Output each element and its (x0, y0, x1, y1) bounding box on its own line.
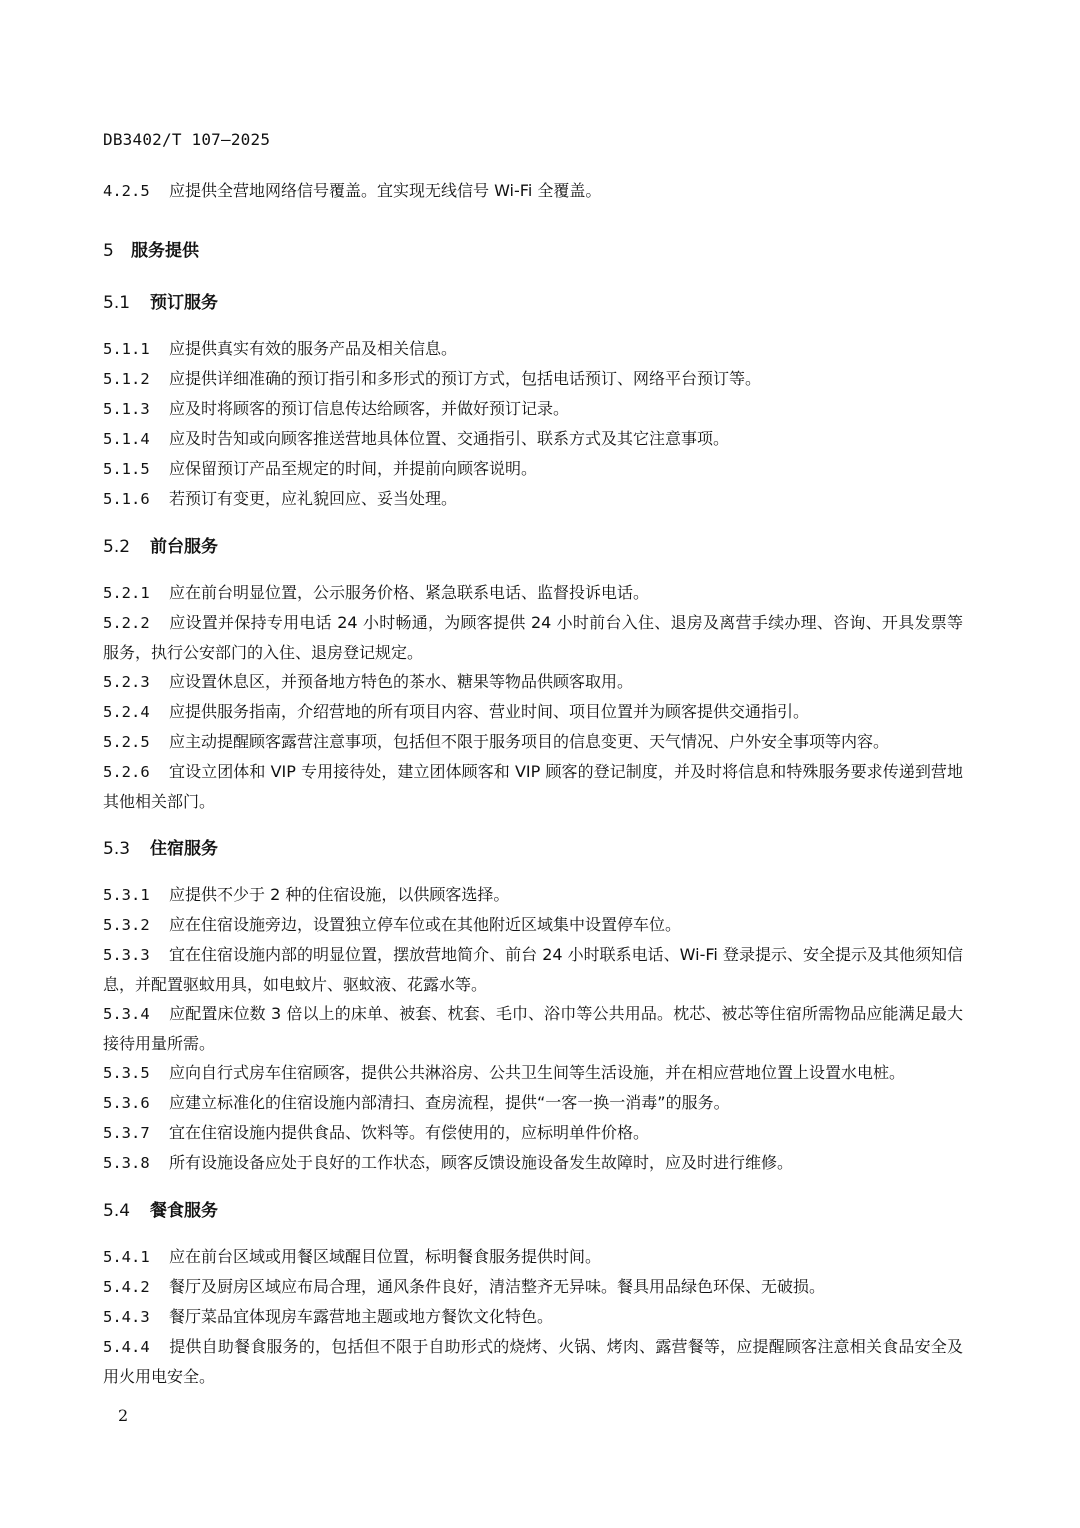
clause-text: 提供自助餐食服务的，包括但不限于自助形式的烧烤、火锅、烤肉、露营餐等，应提醒顾客注意相关食品安全及用火用电安全。 (103, 1337, 963, 1386)
clause-text: 应提供服务指南，介绍营地的所有项目内容、营业时间、项目位置并为顾客提供交通指引。 (169, 702, 810, 721)
clause-number: 5.4.4 (103, 1338, 150, 1356)
chapter-title (103, 238, 963, 264)
clause-5-1-4 (103, 424, 963, 454)
clause-5-4-1 (103, 1242, 963, 1272)
clause-4-2-5 (103, 176, 963, 206)
clause-text: 应在住宿设施旁边，设置独立停车位或在其他附近区域集中设置停车位。 (169, 915, 682, 934)
clause-text: 若预订有变更，应礼貌回应、妥当处理。 (169, 489, 458, 508)
clause-number: 5.3.6 (103, 1094, 150, 1112)
clause-5-2-3 (103, 667, 963, 697)
clause-number: 5.4.2 (103, 1278, 150, 1296)
clause-text: 应设置并保持专用电话 24 小时畅通，为顾客提供 24 小时前台入住、退房及离营手续办理、咨询、开具发票等服务，执行公安部门的入住、退房登记规定。 (103, 613, 963, 662)
clause-text: 应提供详细准确的预订指引和多形式的预订方式，包括电话预订、网络平台预订等。 (169, 369, 762, 388)
clause-5-1-3 (103, 394, 963, 424)
document-code: DB3402/T 107—2025 (103, 130, 271, 149)
clause-5-2-6 (103, 757, 963, 816)
clause-text: 应及时将顾客的预订信息传达给顾客，并做好预订记录。 (169, 399, 570, 418)
clause-text: 应在前台明显位置，公示服务价格、紧急联系电话、监督投诉电话。 (169, 583, 650, 602)
clause-text: 餐厅及厨房区域应布局合理，通风条件良好，清洁整齐无异味。餐具用品绿色环保、无破损。 (169, 1277, 826, 1296)
clause-number: 5.3.7 (103, 1124, 150, 1142)
section-title-5-4 (103, 1198, 963, 1224)
clause-number: 5.1.1 (103, 340, 150, 358)
section-title-text: 预订服务 (150, 293, 218, 313)
section-number: 5.3 (103, 839, 131, 859)
clause-5-3-8 (103, 1148, 963, 1178)
clause-number: 4.2.5 (103, 182, 150, 200)
document-body (103, 176, 963, 1391)
clause-5-1-1 (103, 334, 963, 364)
clause-number: 5.1.3 (103, 400, 150, 418)
section-title-text: 前台服务 (150, 537, 218, 557)
clause-5-2-5 (103, 727, 963, 757)
clause-5-3-2 (103, 910, 963, 940)
clause-text: 应提供不少于 2 种的住宿设施，以供顾客选择。 (169, 885, 510, 904)
clause-number: 5.2.1 (103, 584, 150, 602)
clause-number: 5.3.5 (103, 1064, 150, 1082)
clause-text: 应建立标准化的住宿设施内部清扫、查房流程，提供“一客一换一消毒”的服务。 (169, 1093, 730, 1112)
section-number: 5.1 (103, 293, 131, 313)
clause-5-2-1 (103, 578, 963, 608)
section-title-5-1 (103, 290, 963, 316)
clause-text: 应向自行式房车住宿顾客，提供公共淋浴房、公共卫生间等生活设施，并在相应营地位置上设置水电桩。 (169, 1063, 906, 1082)
page-number: 2 (118, 1406, 129, 1425)
clause-text: 应提供真实有效的服务产品及相关信息。 (169, 339, 458, 358)
clause-number: 5.3.4 (103, 1005, 150, 1023)
clause-5-3-3 (103, 940, 963, 999)
clause-text: 应配置床位数 3 倍以上的床单、被套、枕套、毛巾、浴巾等公共用品。枕芯、被芯等住宿所需物品应能满足最大接待用量所需。 (103, 1004, 963, 1053)
section-title-5-2 (103, 534, 963, 560)
section-number: 5.4 (103, 1201, 131, 1221)
clause-5-4-4 (103, 1332, 963, 1391)
clause-text: 应主动提醒顾客露营注意事项，包括但不限于服务项目的信息变更、天气情况、户外安全事项等内容。 (169, 732, 890, 751)
clause-number: 5.3.8 (103, 1154, 150, 1172)
clause-text: 宜在住宿设施内提供食品、饮料等。有偿使用的，应标明单件价格。 (169, 1123, 650, 1142)
clause-number: 5.2.4 (103, 703, 150, 721)
clause-text: 餐厅菜品宜体现房车露营地主题或地方餐饮文化特色。 (169, 1307, 554, 1326)
clause-number: 5.2.2 (103, 614, 150, 632)
chapter-number: 5 (103, 241, 114, 261)
clause-text: 应保留预订产品至规定的时间，并提前向顾客说明。 (169, 459, 538, 478)
clause-number: 5.2.5 (103, 733, 150, 751)
clause-number: 5.1.2 (103, 370, 150, 388)
clause-5-3-4 (103, 999, 963, 1058)
clause-text: 应设置休息区，并预备地方特色的茶水、糖果等物品供顾客取用。 (169, 672, 634, 691)
clause-5-3-5 (103, 1058, 963, 1088)
clause-number: 5.3.2 (103, 916, 150, 934)
clause-text: 应及时告知或向顾客推送营地具体位置、交通指引、联系方式及其它注意事项。 (169, 429, 730, 448)
clause-5-1-6 (103, 484, 963, 514)
clause-text: 应提供全营地网络信号覆盖。宜实现无线信号 Wi-Fi 全覆盖。 (169, 181, 602, 200)
clause-5-1-2 (103, 364, 963, 394)
clause-5-3-1 (103, 880, 963, 910)
clause-5-4-2 (103, 1272, 963, 1302)
section-title-5-3 (103, 836, 963, 862)
clause-text: 宜设立团体和 VIP 专用接待处，建立团体顾客和 VIP 顾客的登记制度，并及时将信息和特殊服务要求传递到营地其他相关部门。 (103, 762, 963, 811)
clause-text: 宜在住宿设施内部的明显位置，摆放营地简介、前台 24 小时联系电话、Wi-Fi 登录提示、安全提示及其他须知信息，并配置驱蚊用具，如电蚊片、驱蚊液、花露水等。 (103, 945, 963, 994)
clause-number: 5.3.3 (103, 946, 150, 964)
clause-5-3-6 (103, 1088, 963, 1118)
clause-number: 5.1.4 (103, 430, 150, 448)
clause-5-2-4 (103, 697, 963, 727)
clause-5-4-3 (103, 1302, 963, 1332)
clause-number: 5.1.5 (103, 460, 150, 478)
clause-number: 5.3.1 (103, 886, 150, 904)
clause-number: 5.4.3 (103, 1308, 150, 1326)
clause-5-1-5 (103, 454, 963, 484)
clause-5-2-2 (103, 608, 963, 667)
section-title-text: 住宿服务 (150, 839, 218, 859)
clause-text: 应在前台区域或用餐区域醒目位置，标明餐食服务提供时间。 (169, 1247, 602, 1266)
clause-number: 5.2.6 (103, 763, 150, 781)
clause-5-3-7 (103, 1118, 963, 1148)
clause-text: 所有设施设备应处于良好的工作状态，顾客反馈设施设备发生故障时，应及时进行维修。 (169, 1153, 794, 1172)
clause-number: 5.4.1 (103, 1248, 150, 1266)
section-title-text: 餐食服务 (150, 1201, 218, 1221)
clause-number: 5.1.6 (103, 490, 150, 508)
section-number: 5.2 (103, 537, 131, 557)
chapter-title-text: 服务提供 (131, 241, 199, 261)
clause-number: 5.2.3 (103, 673, 150, 691)
